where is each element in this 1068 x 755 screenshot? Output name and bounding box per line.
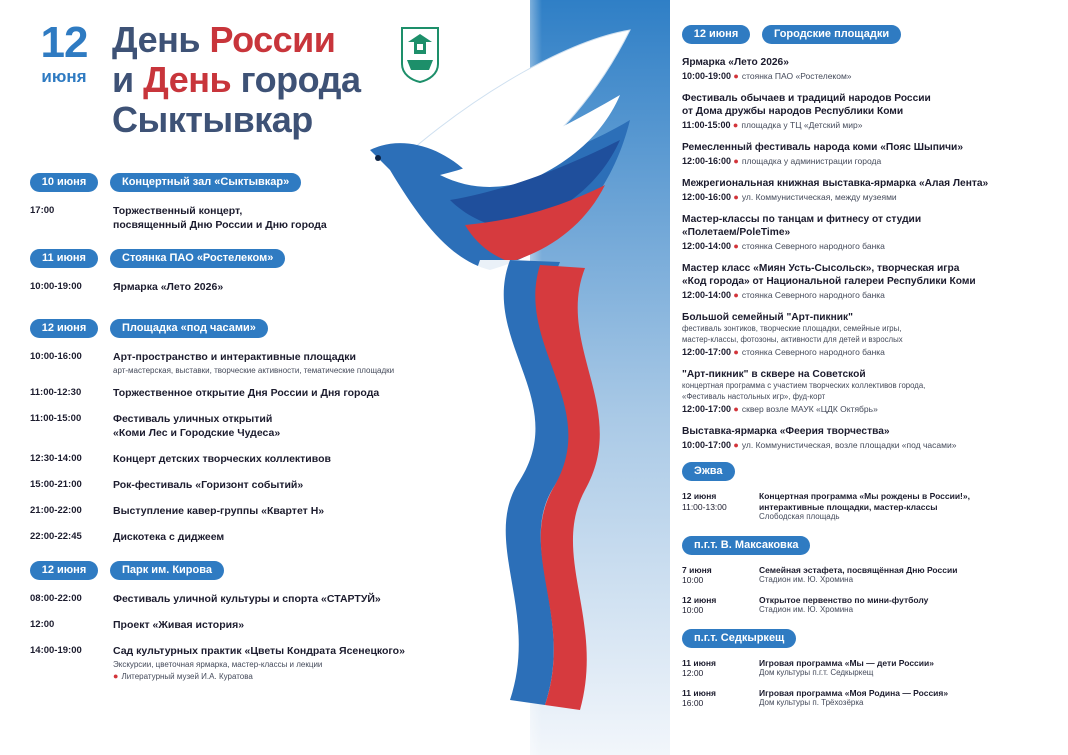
location-pin-icon: ● [733,241,739,251]
section-header [30,558,430,582]
event-name: Фестиваль уличной культуры и спорта «СТАРТУЙ» [113,593,381,605]
event-name: Мастер класс «Миян Усть-Сысольск», творческая игра «Код города» от Национальной галереи Республики Коми [682,263,976,287]
event-name: Мастер-классы по танцам и фитнесу от студии «Полетаем/PoleTime» [682,214,922,238]
event-row [30,644,430,682]
event-name: Выступление кавер-группы «Квартет Н» [113,505,325,517]
event-time: 12:00-16:00 [682,156,732,166]
event-time: 22:00-22:45 [30,531,82,542]
event-name: Арт-пространство и интерактивные площадки [113,351,357,363]
event-name: Выставка-ярмарка «Феерия творчества» [682,426,890,437]
section-venue-badge: Концертный зал «Сыктывкар» [110,173,301,192]
schedule-section [30,170,430,232]
event-time: 08:00-22:00 [30,593,82,604]
title-part: города [231,59,361,100]
event-name: Торжественный концерт, посвященный Дню России и Дню города [113,205,327,231]
district-event-time: 10:00 [682,575,704,585]
event-name: Дискотека с диджеем [113,531,225,543]
event-description: концертная программа с участием творческих коллективов города, «Фестиваль настольных игр», фуд-корт [682,381,926,401]
event-place: стоянка Северного народного банка [741,241,885,251]
district-event-time: 11:00-13:00 [682,501,727,512]
event-place: ул. Коммунистическая, между музеями [741,192,897,202]
event-time: 10:00-17:00 [682,440,732,450]
event-row [682,213,1052,253]
title-part: День [112,19,210,60]
district-event-place: Стадион им. Ю. Хромина [759,575,854,584]
event-name: Ярмарка «Лето 2026» [113,281,224,293]
event-name: Сад культурных практик «Цветы Кондрата Ясенецкого» [113,645,405,657]
schedule-section [30,316,430,544]
page-title [112,20,402,140]
event-time-place [682,191,1052,204]
district-badge: Эжва [682,462,735,481]
event-name: Большой семейный "Арт-пикник" [682,312,853,323]
event-row [30,204,430,232]
event-row [30,618,430,632]
event-place: стоянка Северного народного банка [741,347,885,357]
event-time: 12:00-14:00 [682,241,732,251]
location-pin-icon: ● [733,347,739,357]
district-event-time: 12:00 [682,668,704,678]
district-event-date: 7 июня [682,564,712,575]
district-event-name: Концертная программа «Мы рождены в России!», интерактивные площадки, мастер-классы [759,491,970,512]
location-pin-icon: ● [733,290,739,300]
section-header [30,316,430,340]
event-description: Экскурсии, цветочная ярмарка, мастер-классы и лекции [113,660,323,669]
section-date-badge: 12 июня [682,25,750,44]
event-time: 21:00-22:00 [30,505,82,516]
district-event [682,565,1052,586]
event-row [682,311,1052,359]
event-row [30,592,430,606]
title-part: Сыктывкар [112,99,313,140]
event-name: Проект «Живая история» [113,619,245,631]
district-event-place: Дом культуры п. Трёхозёрка [759,698,864,707]
district-event-time: 10:00 [682,605,704,615]
event-name: Ремесленный фестиваль народа коми «Пояс Шыпичи» [682,142,963,153]
event-name: "Арт-пикник" в сквере на Советской [682,369,866,380]
section-venue-badge: Парк им. Кирова [110,561,224,580]
event-name: Межрегиональная книжная выставка-ярмарка «Алая Лента» [682,178,989,189]
section-header [682,24,1052,44]
district-event-datetime [682,688,759,709]
event-time: 10:00-19:00 [30,281,82,292]
city-coat-of-arms-icon [399,24,441,84]
district-event [682,491,1052,523]
section-date-badge: 12 июня [30,319,98,338]
event-row [30,280,430,294]
event-description: арт-мастерская, выставки, творческие активности, тематические площадки [113,366,395,375]
schedule-section [30,558,430,682]
event-place-text: Литературный музей И.А. Куратова [121,672,253,681]
event-time-place [682,70,1052,83]
event-time-place [682,403,1052,416]
district-event-place: Дом культуры п.г.т. Седкыркещ [759,668,874,677]
event-time: 12:00-14:00 [682,290,732,300]
event-time: 11:00-15:00 [30,413,82,424]
event-row [682,92,1052,132]
main-date-number: 12 [40,18,88,67]
district-event [682,658,1052,679]
title-part-red: России [209,19,336,60]
district-event-datetime [682,658,759,679]
left-schedule [30,170,430,692]
event-name: Ярмарка «Лето 2026» [682,57,789,68]
event-row [30,504,430,518]
district-event-name: Открытое первенство по мини-футболу [759,594,929,605]
event-row [30,452,430,466]
section-venue-badge: Городские площадки [762,25,901,44]
district-header [682,535,1052,555]
event-row [682,425,1052,452]
district-event-time: 16:00 [682,698,704,708]
event-time-place [682,119,1052,132]
district-event [682,595,1052,616]
event-time: 11:00-12:30 [30,387,82,398]
event-time: 14:00-19:00 [30,645,82,656]
event-time: 12:00-17:00 [682,404,732,414]
event-time: 15:00-21:00 [30,479,82,490]
location-pin-icon: ● [733,440,739,450]
district-header [682,461,1052,481]
location-pin-icon: ● [733,192,739,202]
district-badge: п.г.т. В. Максаковка [682,536,810,555]
event-time: 10:00-16:00 [30,351,82,362]
section-venue-badge: Стоянка ПАО «Ростелеком» [110,249,285,268]
event-time: 12:00 [30,619,55,630]
section-date-badge: 10 июня [30,173,98,192]
event-time-place [682,289,1052,302]
event-description: фестиваль зонтиков, творческие площадки, семейные игры, мастер-классы, фотозоны, активности для детей и взрослых [682,324,903,344]
location-pin-icon: ● [732,120,739,130]
event-row [682,141,1052,168]
event-row [682,368,1052,416]
district-badge: п.г.т. Седкыркещ [682,629,796,648]
district-event-date: 11 июня [682,687,716,698]
main-date [28,18,100,86]
location-pin-icon: ● [733,156,739,166]
district-event-datetime [682,491,759,523]
event-place: ул. Коммунистическая, возле площадки «под часами» [741,440,957,450]
event-row [30,350,430,376]
event-place [113,671,430,682]
event-row [682,56,1052,83]
right-schedule [682,24,1052,718]
event-row [30,478,430,492]
event-place: площадка у ТЦ «Детский мир» [741,120,863,130]
location-pin-icon: ● [113,671,119,681]
event-place: стоянка ПАО «Ростелеком» [741,71,852,81]
district-event-name: Семейная эстафета, посвящённая Дню России [759,564,958,575]
event-time: 17:00 [30,205,55,216]
schedule-section [30,246,430,294]
section-date-badge: 12 июня [30,561,98,580]
district-event-place: Стадион им. Ю. Хромина [759,605,854,614]
event-time-place [682,155,1052,168]
title-part: и [112,59,144,100]
section-date-badge: 11 июня [30,249,98,268]
event-time: 12:00-16:00 [682,192,732,202]
event-name: Фестиваль обычаев и традиций народов России от Дома дружбы народов Республики Коми [682,93,931,117]
event-time-place [682,439,1052,452]
event-name: Фестиваль уличных открытий «Коми Лес и Городские Чудеса» [113,413,281,439]
section-header [30,246,430,270]
event-time: 12:30-14:00 [30,453,82,464]
district-event-date: 11 июня [682,657,716,668]
district-event-datetime [682,565,759,586]
event-time: 12:00-17:00 [682,347,732,357]
title-part-red: День [143,59,232,100]
event-time-place [682,240,1052,253]
district-event-date: 12 июня [682,594,717,605]
event-place: площадка у администрации города [741,156,882,166]
event-name: Рок-фестиваль «Горизонт событий» [113,479,304,491]
event-row [682,177,1052,204]
district-event-name: Игровая программа «Мы — дети России» [759,657,934,668]
event-name: Торжественное открытие Дня России и Дня города [113,387,380,399]
event-time: 11:00-15:00 [682,120,731,130]
district-event-name: Игровая программа «Моя Родина — Россия» [759,687,949,698]
event-place: стоянка Северного народного банка [741,290,885,300]
event-row [30,386,430,400]
section-venue-badge: Площадка «под часами» [110,319,268,338]
district-event-datetime [682,595,759,616]
event-name: Концерт детских творческих коллективов [113,453,331,465]
event-time: 10:00-19:00 [682,71,732,81]
main-date-month: июня [41,67,87,86]
district-event-place: Слободская площадь [759,512,840,521]
district-event-date: 12 июня [682,491,717,501]
event-row [682,262,1052,302]
location-pin-icon: ● [733,71,739,81]
event-time-place [682,346,1052,359]
district-event [682,688,1052,709]
event-row [30,412,430,440]
event-place: сквер возле МАУК «ЦДК Октябрь» [741,404,878,414]
location-pin-icon: ● [733,404,739,414]
event-row [30,530,430,544]
district-header [682,628,1052,648]
section-header [30,170,430,194]
